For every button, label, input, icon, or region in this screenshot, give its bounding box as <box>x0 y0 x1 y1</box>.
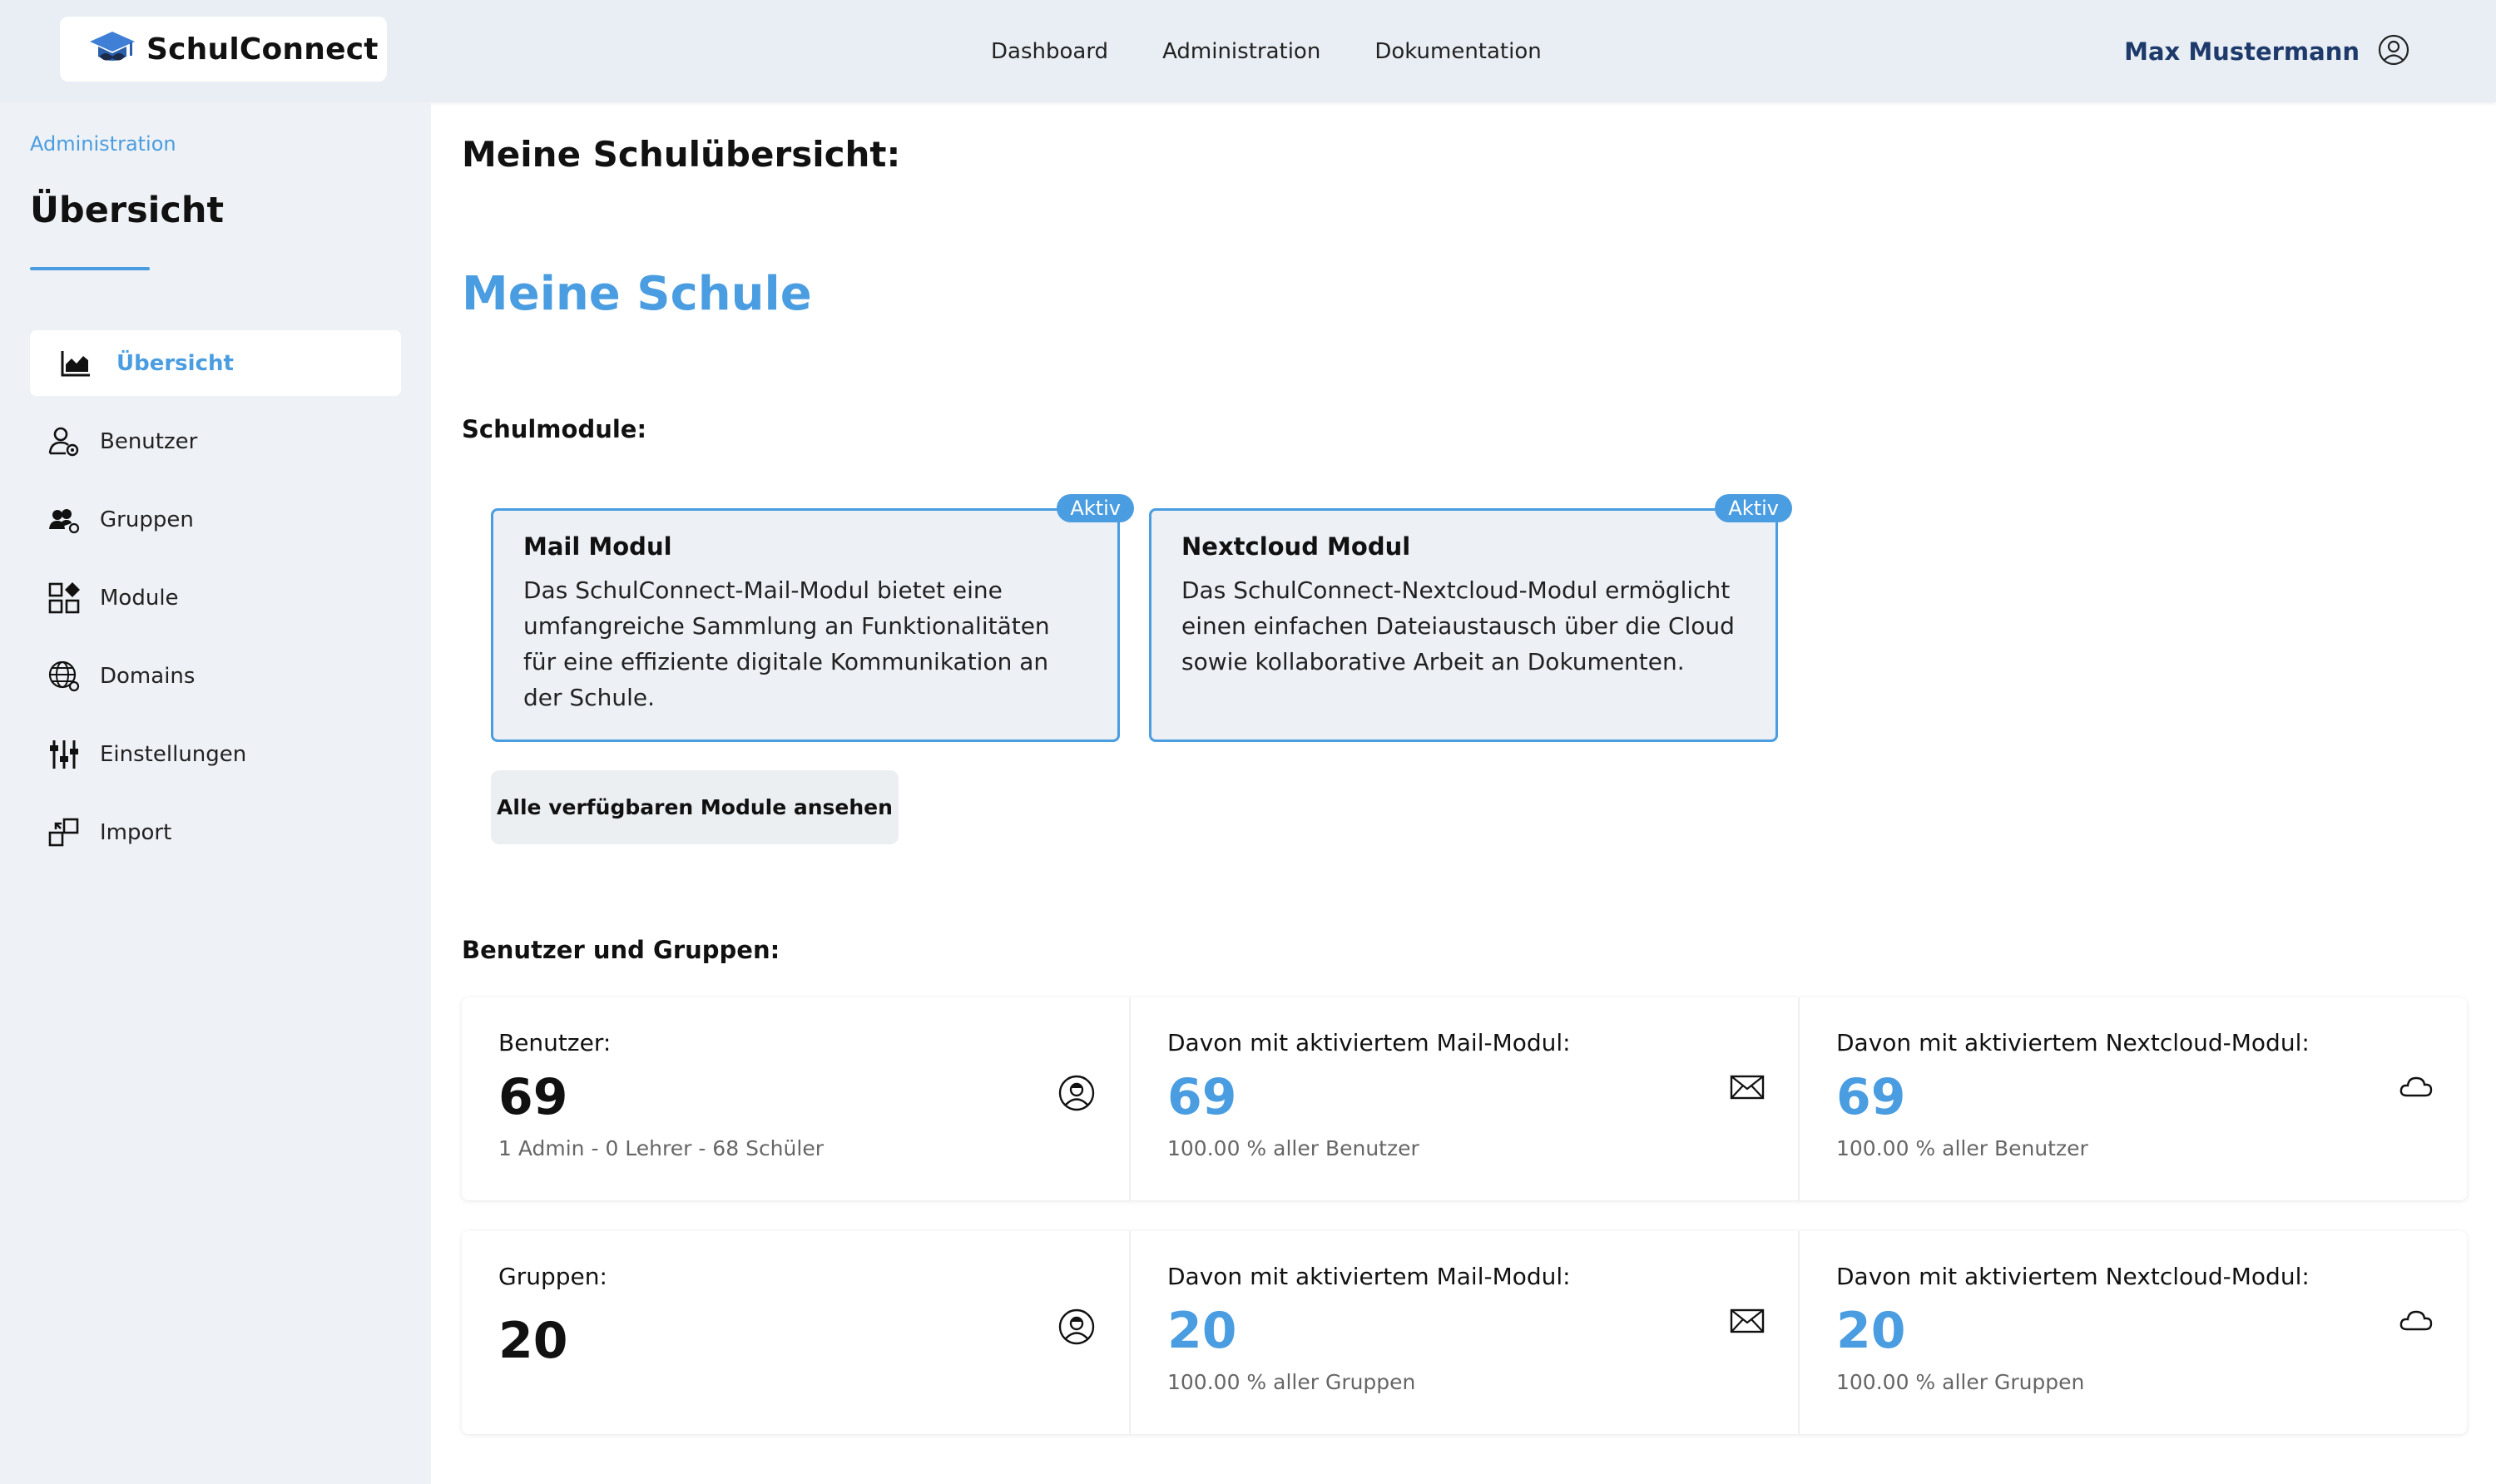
stat-value: 69 <box>498 1068 568 1126</box>
mail-icon <box>1730 1308 1765 1338</box>
nav-dashboard[interactable]: Dashboard <box>991 38 1109 64</box>
graduation-cap-icon <box>88 28 136 70</box>
cloud-icon <box>2399 1308 2434 1336</box>
stat-subtext: 100.00 % aller Gruppen <box>1836 1370 2085 1394</box>
module-card-mail[interactable] <box>491 497 1121 742</box>
modules-heading: Schulmodule: <box>462 415 647 443</box>
all-modules-button[interactable]: Alle verfügbaren Module ansehen <box>491 770 899 844</box>
sidebar-item-label: Einstellungen <box>100 741 247 767</box>
sidebar-item-benutzer[interactable] <box>30 408 401 474</box>
module-title: Nextcloud Modul <box>1181 532 1411 561</box>
cloud-icon <box>2399 1074 2434 1102</box>
stat-label: Davon mit aktiviertem Nextcloud-Modul: <box>1836 1029 2310 1056</box>
nav-dokumentation[interactable]: Dokumentation <box>1374 38 1542 64</box>
user-gear-icon <box>47 424 82 459</box>
user-menu[interactable] <box>2124 0 2409 102</box>
module-card-nextcloud[interactable] <box>1149 497 1779 742</box>
sidebar-item-import[interactable] <box>30 799 401 865</box>
sidebar-item-label: Benutzer <box>100 428 198 454</box>
sidebar-item-label: Übersicht <box>116 350 234 376</box>
module-description: Das SchulConnect-Mail-Modul bietet eine umfangreiche Sammlung an Funktionalitäten für eine effiziente digitale Kommunikation an der Schule. <box>523 576 1050 711</box>
page-title: Meine Schulübersicht: <box>462 134 901 175</box>
stat-subtext: 100.00 % aller Gruppen <box>1167 1370 1416 1394</box>
stat-label: Davon mit aktiviertem Mail-Modul: <box>1167 1029 1571 1056</box>
stat-label: Davon mit aktiviertem Nextcloud-Modul: <box>1836 1263 2310 1290</box>
sidebar-item-label: Module <box>100 585 179 611</box>
sliders-icon <box>47 737 82 772</box>
globe-icon <box>47 659 82 694</box>
mail-icon <box>1730 1074 1765 1104</box>
user-circle-icon <box>1057 1308 1096 1349</box>
sidebar-menu <box>30 330 401 878</box>
sidebar <box>0 102 431 1484</box>
stat-groups-mail <box>1131 1231 1800 1434</box>
school-title: Meine Schule <box>462 267 812 321</box>
stat-label: Benutzer: <box>498 1029 612 1056</box>
stat-value: 20 <box>1836 1302 1906 1360</box>
status-badge: Aktiv <box>1715 494 1792 522</box>
nav-administration[interactable]: Administration <box>1162 38 1321 64</box>
users-groups-heading: Benutzer und Gruppen: <box>462 936 780 964</box>
users-stats-row <box>462 997 2467 1200</box>
sidebar-item-gruppen[interactable] <box>30 487 401 552</box>
sidebar-title: Übersicht <box>30 190 225 231</box>
user-name: Max Mustermann <box>2124 37 2360 66</box>
sidebar-item-label: Gruppen <box>100 507 194 532</box>
module-description: Das SchulConnect-Nextcloud-Modul ermöglicht einen einfachen Dateiaustausch über die Cloud sowie kollaborative Arbeit an Dokumenten. <box>1181 576 1735 675</box>
top-navigation <box>991 0 1542 102</box>
breadcrumb[interactable]: Administration <box>30 132 176 156</box>
sidebar-item-label: Import <box>100 819 172 845</box>
user-avatar-icon <box>2378 34 2409 69</box>
stat-label: Gruppen: <box>498 1263 607 1290</box>
stat-subtext: 1 Admin - 0 Lehrer - 68 Schüler <box>498 1136 824 1160</box>
groups-stats-row <box>462 1231 2467 1434</box>
user-circle-icon <box>1057 1074 1096 1115</box>
sidebar-item-domains[interactable] <box>30 643 401 709</box>
import-icon <box>47 815 82 850</box>
users-gear-icon <box>47 502 82 537</box>
stat-subtext: 100.00 % aller Benutzer <box>1167 1136 1419 1160</box>
brand-name: SchulConnect <box>146 32 379 67</box>
module-title: Mail Modul <box>523 532 672 561</box>
sidebar-item-module[interactable] <box>30 565 401 631</box>
stat-users-total <box>462 997 1131 1200</box>
stat-value: 20 <box>1167 1302 1237 1360</box>
status-badge: Aktiv <box>1057 494 1134 522</box>
stat-groups-nextcloud <box>1800 1231 2467 1434</box>
stat-value: 69 <box>1836 1068 1906 1126</box>
title-underline <box>30 267 150 270</box>
brand-logo[interactable] <box>60 17 387 82</box>
stat-value: 69 <box>1167 1068 1237 1126</box>
stat-users-mail <box>1131 997 1800 1200</box>
sidebar-item-uebersicht[interactable] <box>30 330 401 396</box>
sidebar-item-label: Domains <box>100 663 196 689</box>
stat-label: Davon mit aktiviertem Mail-Modul: <box>1167 1263 1571 1290</box>
modules-grid-icon <box>47 581 82 616</box>
stat-subtext: 100.00 % aller Benutzer <box>1836 1136 2088 1160</box>
sidebar-item-einstellungen[interactable] <box>30 721 401 787</box>
stat-groups-total <box>462 1231 1131 1434</box>
stat-value: 20 <box>498 1312 568 1370</box>
stat-users-nextcloud <box>1800 997 2467 1200</box>
top-bar <box>0 0 2496 102</box>
chart-area-icon <box>58 346 93 381</box>
